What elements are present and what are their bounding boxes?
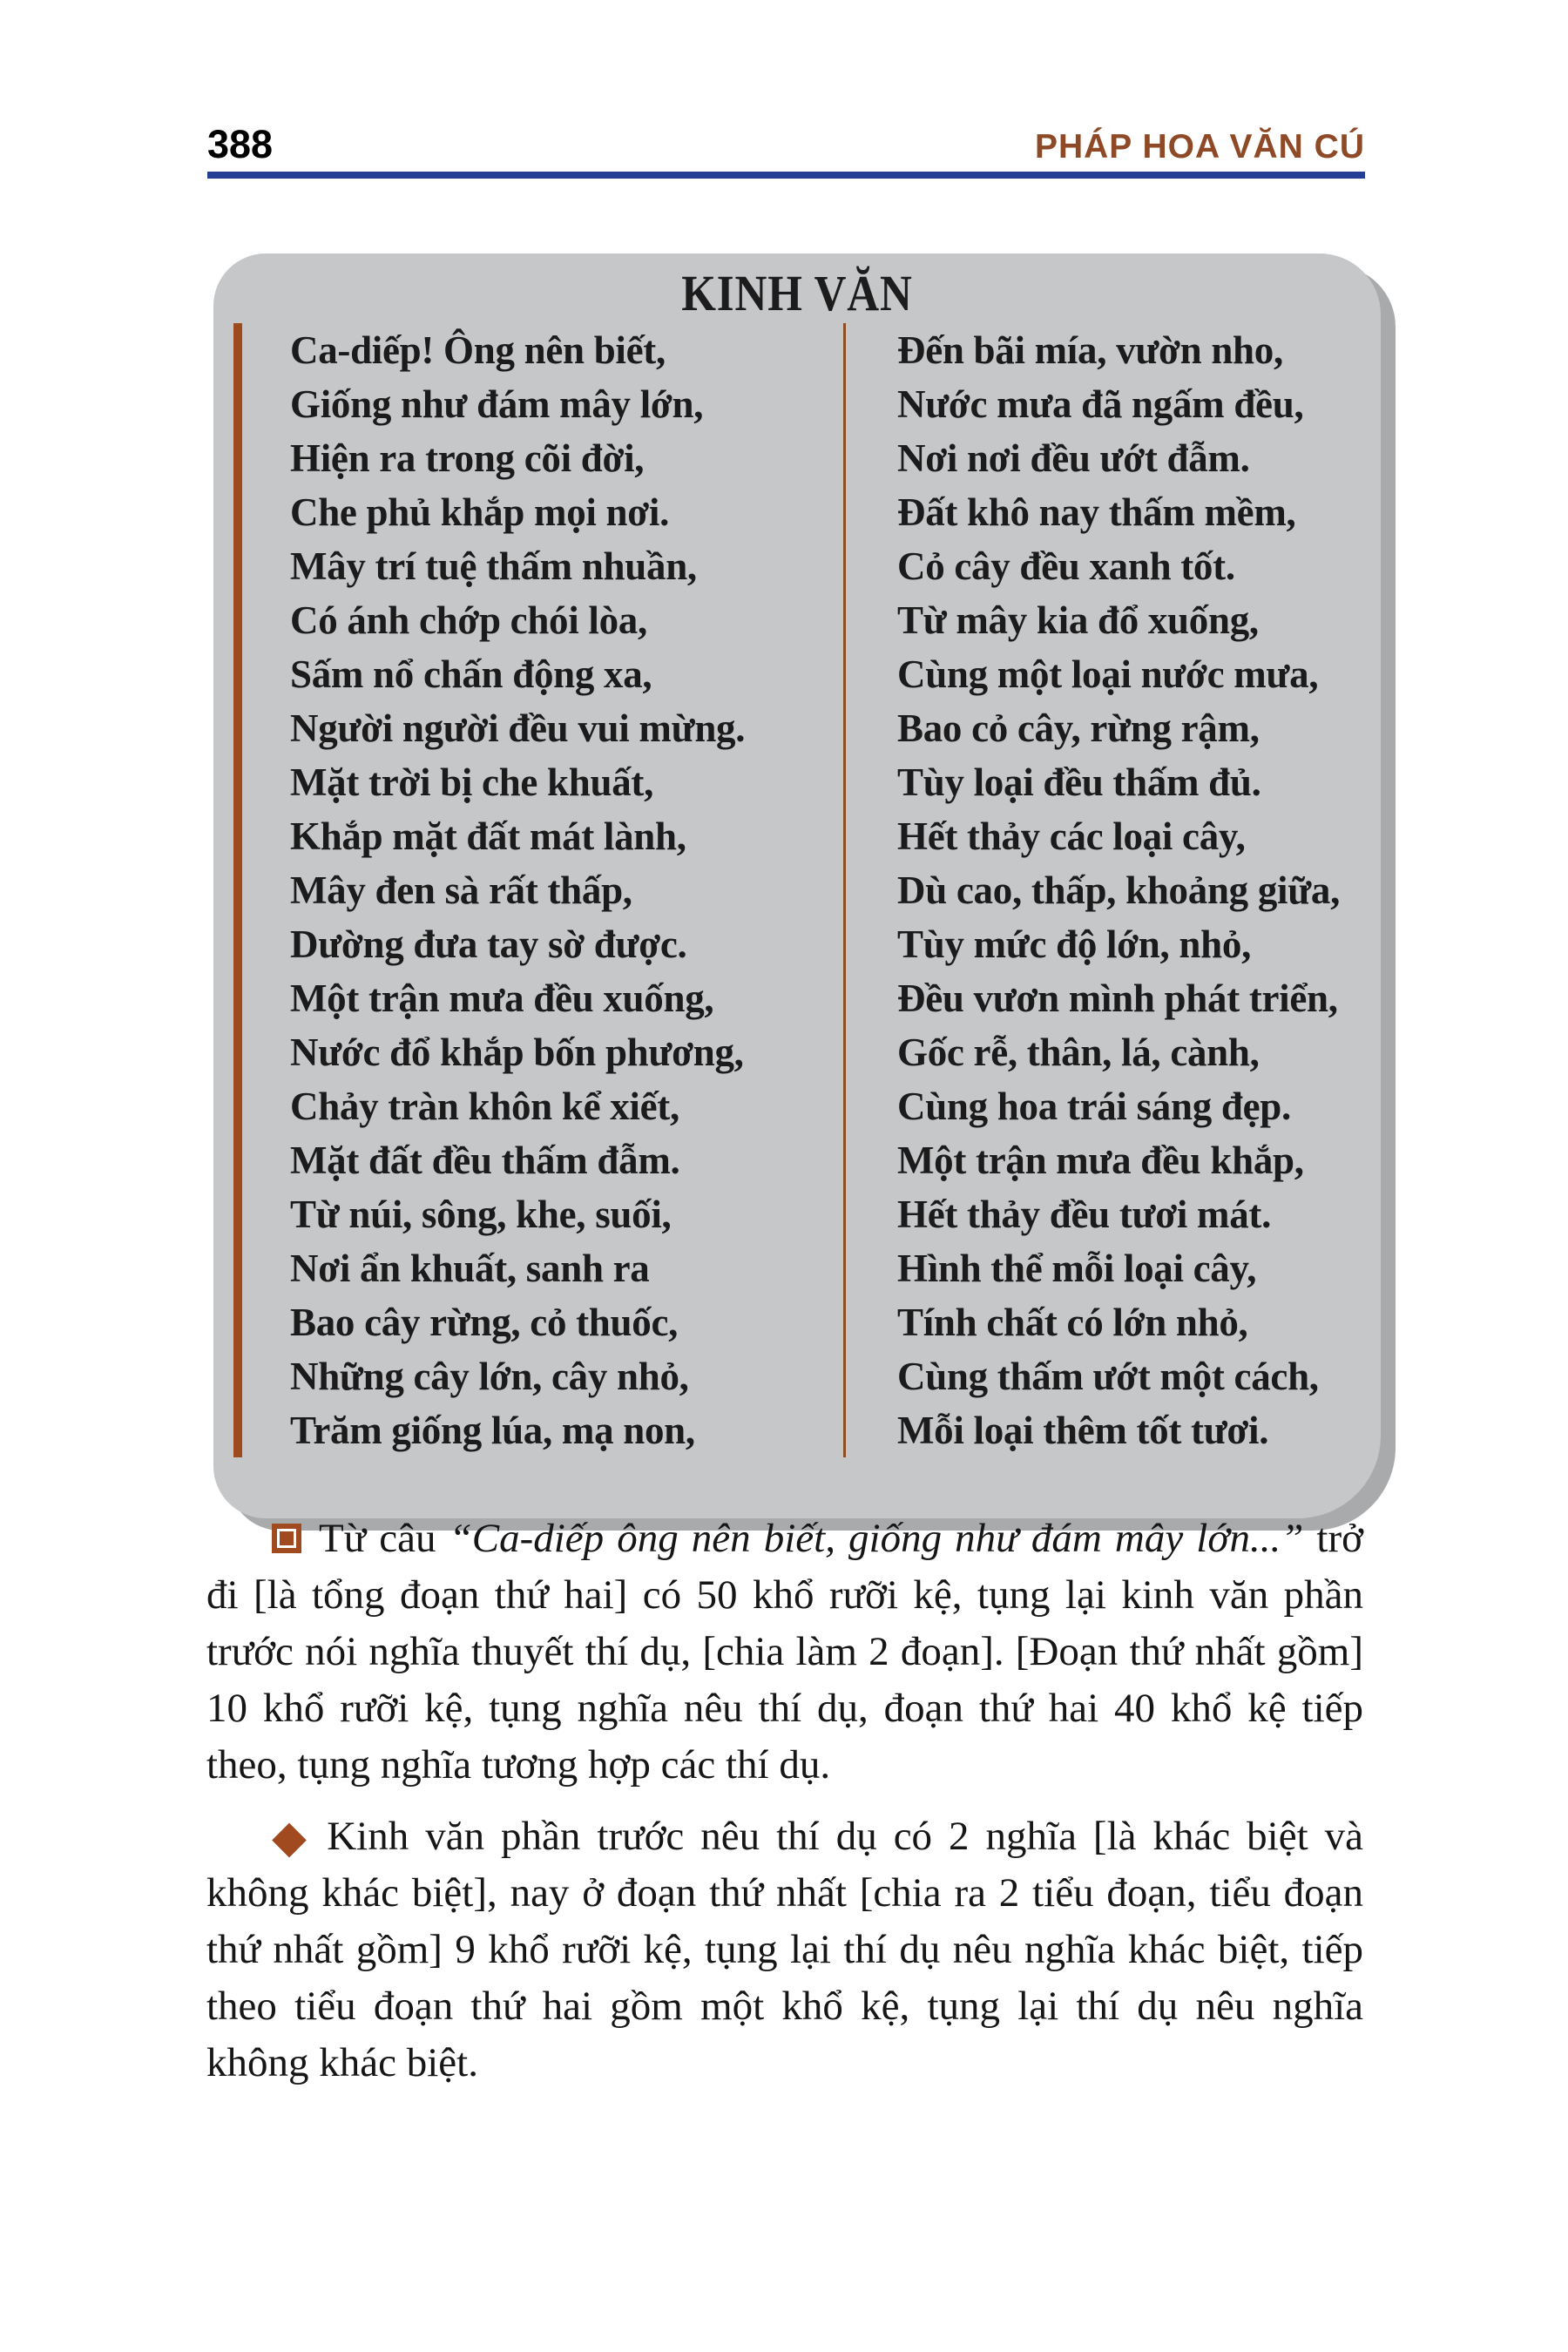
left-accent-bar <box>233 323 242 1457</box>
verse-line: Những cây lớn, cây nhỏ, <box>290 1355 689 1398</box>
verse-line: Cùng một loại nước mưa, <box>897 652 1319 696</box>
verse-line: Chảy tràn khôn kể xiết, <box>290 1085 679 1128</box>
verse-line: Cùng thấm ướt một cách, <box>897 1355 1319 1398</box>
verse-line: Dường đưa tay sờ được. <box>290 923 687 966</box>
para1-lead: Từ câu <box>319 1516 449 1561</box>
verse-line: Cùng hoa trái sáng đẹp. <box>897 1085 1291 1128</box>
verse-line: Mặt đất đều thấm đẫm. <box>290 1139 680 1182</box>
verse-line: Một trận mưa đều xuống, <box>290 977 714 1020</box>
verse-line: Đất khô nay thấm mềm, <box>897 490 1296 534</box>
verse-line: Tùy mức độ lớn, nhỏ, <box>897 923 1252 966</box>
verse-line: Đến bãi mía, vườn nho, <box>897 328 1283 372</box>
verse-line: Gốc rễ, thân, lá, cành, <box>897 1031 1260 1074</box>
verse-area <box>233 323 1363 1457</box>
diamond-bullet-icon: ◆ <box>272 1811 314 1863</box>
verse-line: Mỗi loại thêm tốt tươi. <box>897 1409 1269 1452</box>
page-number: 388 <box>207 122 274 166</box>
commentary-paragraph-1 <box>206 1511 1363 1794</box>
commentary-paragraph-2 <box>206 1808 1363 2092</box>
verse-line: Từ mây kia đổ xuống, <box>897 598 1259 642</box>
verse-line: Bao cây rừng, cỏ thuốc, <box>290 1301 679 1344</box>
para2-text: Kinh văn phần trước nêu thí dụ có 2 nghĩa [là khác biệt và không khác biệt], nay ở đoạn thứ nhất [chia ra 2 tiểu đoạn, tiểu đoạn thứ nhất gồm] 9 khổ rưỡi kệ, tụng lại thí dụ nêu nghĩa khác biệt, tiếp theo tiểu đoạn thứ hai gồm một khổ kệ, tụng lại thí dụ nêu nghĩa không khác biệt. <box>206 1814 1363 2085</box>
verse-line: Dù cao, thấp, khoảng giữa, <box>897 868 1341 912</box>
verse-line: Tính chất có lớn nhỏ, <box>897 1301 1248 1344</box>
commentary-section <box>206 1511 1363 2092</box>
para1-quote: “Ca-diếp ông nên biết, giống như đám mây lớn...” <box>449 1516 1304 1561</box>
verse-line: Sấm nổ chấn động xa, <box>290 652 652 696</box>
kinh-van-title: KINH VĂN <box>681 265 913 321</box>
verse-line: Khắp mặt đất mát lành, <box>290 814 686 858</box>
kinh-van-panel <box>213 253 1381 1518</box>
verse-line: Mây trí tuệ thấm nhuần, <box>290 544 697 588</box>
verse-line: Nước mưa đã ngấm đều, <box>897 382 1304 426</box>
verse-line: Người người đều vui mừng. <box>290 706 746 750</box>
header-rule <box>207 172 1365 179</box>
square-bullet-icon <box>272 1524 301 1553</box>
verse-line: Giống như đám mây lớn, <box>290 382 704 426</box>
verse-line: Đều vươn mình phát triển, <box>897 977 1338 1020</box>
verse-line: Từ núi, sông, khe, suối, <box>290 1193 672 1236</box>
verse-line: Tùy loại đều thấm đủ. <box>897 760 1261 804</box>
para1-rest: trở đi [là tổng đoạn thứ hai] có 50 khổ rưỡi kệ, tụng lại kinh văn phần trước nói nghĩa thuyết thí dụ, [chia làm 2 đoạn]. [Đoạn thứ nhất gồm] 10 khổ rưỡi kệ, tụng nghĩa nêu thí dụ, đoạn thứ hai 40 khổ kệ tiếp theo, tụng nghĩa tương hợp các thí dụ. <box>206 1516 1363 1788</box>
verse-line: Mặt trời bị che khuất, <box>290 760 654 804</box>
verse-line: Nơi ẩn khuất, sanh ra <box>290 1247 650 1290</box>
running-title: PHÁP HOA VĂN CÚ <box>1034 128 1365 166</box>
verse-line: Hết thảy các loại cây, <box>897 814 1246 858</box>
verse-line: Trăm giống lúa, mạ non, <box>290 1409 695 1452</box>
square-bullet-inner <box>280 1531 294 1545</box>
verse-line: Một trận mưa đều khắp, <box>897 1139 1304 1182</box>
verse-line: Che phủ khắp mọi nơi. <box>290 490 670 534</box>
verse-line: Có ánh chớp chói lòa, <box>290 598 647 642</box>
verse-line: Nước đổ khắp bốn phương, <box>290 1031 744 1074</box>
verse-column-right <box>846 323 1363 1457</box>
verse-line: Mây đen sà rất thấp, <box>290 868 632 912</box>
verse-column-left <box>242 323 843 1457</box>
verse-line: Hình thể mỗi loại cây, <box>897 1247 1257 1290</box>
verse-line: Hiện ra trong cõi đời, <box>290 436 645 480</box>
verse-line: Nơi nơi đều ướt đẫm. <box>897 436 1250 480</box>
verse-line: Hết thảy đều tươi mát. <box>897 1193 1272 1236</box>
verse-line: Cỏ cây đều xanh tốt. <box>897 544 1235 588</box>
verse-line: Ca-diếp! Ông nên biết, <box>290 328 666 372</box>
verse-line: Bao cỏ cây, rừng rậm, <box>897 706 1260 750</box>
